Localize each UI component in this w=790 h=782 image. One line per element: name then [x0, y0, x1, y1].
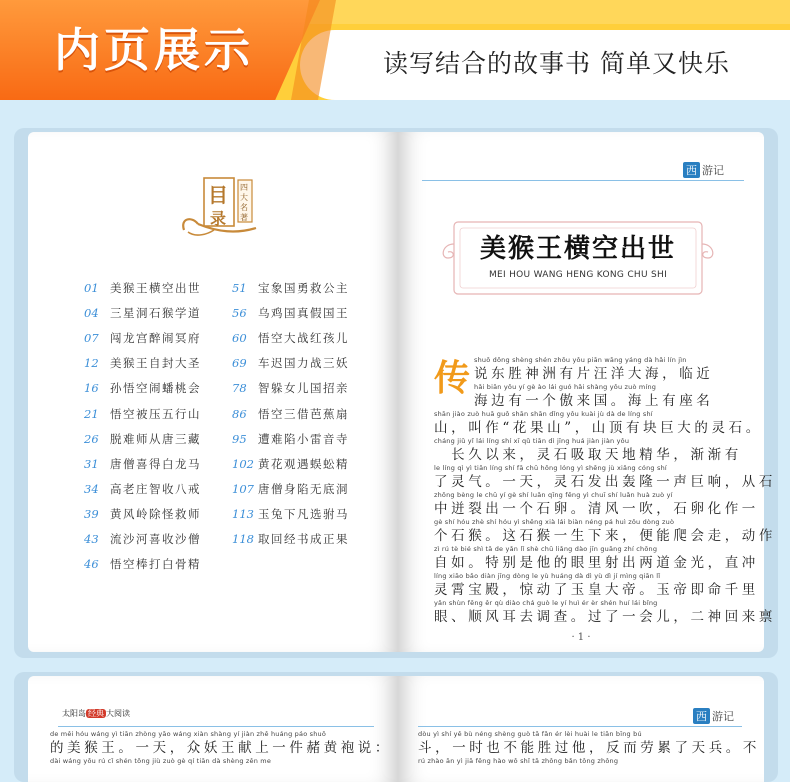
toc-entry-page: 07: [84, 331, 99, 346]
page-header: [683, 162, 724, 178]
second-book: [14, 672, 778, 782]
toc-entry: [84, 355, 201, 371]
toc-entry-page: 118: [232, 532, 254, 546]
toc-entry: [232, 481, 349, 497]
story-line: [434, 410, 763, 437]
second-right-text: [418, 730, 760, 766]
text-line: 山，叫作“花果山”，山顶有块巨大的灵石。: [434, 420, 763, 436]
toc-entry-title: 遭难陷小雷音寺: [258, 431, 349, 446]
text-line: 自如。特别是他的眼里射出两道金光，直冲: [434, 555, 759, 571]
toc-entry: [232, 280, 349, 296]
toc-entry: [84, 406, 201, 422]
toc-entry-page: 43: [84, 532, 99, 546]
toc-entry-page: 60: [232, 331, 247, 346]
pinyin-line: gè shí hóu zhè shí hóu yì shēng xià lái biàn néng pá huì zǒu dòng zuò: [434, 518, 675, 526]
story-line: [434, 437, 754, 464]
story-page: [398, 132, 776, 652]
toc-entry: [232, 330, 349, 346]
second-right-page: [398, 676, 764, 782]
story-line: [434, 572, 759, 599]
toc-entry: [84, 330, 201, 346]
toc-entry-title: 孙悟空闹蟠桃会: [110, 381, 201, 396]
toc-entry: [232, 406, 349, 422]
text-line: 眼、顺风耳去调查。过了一会儿，二神回来禀: [434, 609, 776, 625]
header-tag-box: 西: [683, 162, 700, 178]
pinyin-line: dòu yì shí yě bù néng shèng guò tā fǎn ér lèi huài le tiān bīng bú: [418, 730, 642, 738]
toc-entry: [232, 506, 349, 522]
toc-entry-title: 智躲女儿国招亲: [258, 381, 349, 396]
toc-entry-title: 高老庄智收八戒: [110, 481, 201, 496]
toc-entry: [232, 305, 349, 321]
toc-entry-title: 悟空三借芭蕉扇: [258, 406, 349, 421]
toc-entry-page: 46: [84, 557, 99, 572]
text-line: 海边有一个傲来国。海上有座名: [474, 393, 714, 409]
toc-entry-page: 86: [232, 406, 247, 421]
toc-entry-title: 美猴王自封大圣: [110, 356, 201, 371]
pinyin-line: líng xiāo bǎo diàn jīng dòng le yù huáng dà dì yù dì jí mìng qiān lǐ: [434, 572, 661, 580]
header-divider: [422, 180, 744, 181]
toc-entry-page: 04: [84, 306, 99, 321]
open-book: [14, 128, 778, 658]
second-left-divider: [58, 726, 374, 727]
chapter-title-frame: [438, 214, 718, 302]
toc-entry-page: 102: [232, 456, 254, 471]
toc-entry-page: 113: [232, 506, 254, 521]
toc-entry-title: 悟空大战红孩儿: [258, 331, 349, 346]
story-line: [434, 464, 776, 491]
toc-logo-main: 目: [208, 183, 228, 207]
text-line: 长久以来，灵石吸取天地精华，渐渐有: [434, 447, 742, 463]
story-line: [434, 599, 776, 626]
toc-logo-icon: [178, 172, 262, 242]
toc-logo-side-4: 著: [240, 213, 248, 222]
story-line: [434, 518, 776, 545]
toc-entry-page: 78: [232, 381, 247, 396]
toc-entry-title: 唐僧喜得白龙马: [110, 456, 201, 471]
top-banner: [0, 0, 790, 108]
pinyin-line: le líng qì yì tiān líng shí fā chū hōng lóng yì shēng jù xiǎng cóng shí: [434, 464, 667, 472]
toc-entry: [84, 506, 201, 522]
pinyin-line: cháng jiǔ yǐ lái líng shí xī qǔ tiān dì jīng huá jiàn jiàn yǒu: [434, 437, 630, 445]
pinyin-line: zhōng bèng le chū yí gè shí luǎn qīng fēng yì chuī shí luǎn huà zuò yí: [434, 491, 673, 499]
second-header-label: 游记: [712, 710, 734, 723]
toc-entry: [84, 531, 201, 547]
toc-entry-page: 31: [84, 456, 99, 471]
page-number: · 1 ·: [571, 632, 591, 643]
series-label: [62, 708, 130, 719]
toc-entry: [232, 531, 349, 547]
toc-entry-page: 69: [232, 356, 247, 371]
header-label: 游记: [702, 164, 724, 177]
text-line: 个石猴。这石猴一生下来，便能爬会走，动作: [434, 528, 776, 544]
story-line: [434, 491, 759, 518]
toc-entry-title: 悟空被压五行山: [110, 406, 201, 421]
toc-entry: [232, 355, 349, 371]
toc-logo-side-3: 名: [240, 203, 248, 212]
toc-entry-title: 流沙河喜收沙僧: [110, 532, 201, 546]
toc-entry-page: 26: [84, 431, 99, 446]
toc-logo-side-2: 大: [240, 193, 248, 202]
story-line: [434, 545, 759, 572]
toc-entry: [232, 380, 349, 396]
toc-entry-title: 脱难师从唐三藏: [110, 431, 201, 446]
toc-entry-page: 01: [84, 281, 99, 295]
toc-entry: [84, 305, 201, 321]
story-line: [434, 356, 754, 383]
toc-entry-title: 黄风岭除怪救师: [110, 506, 201, 521]
toc-entry-title: 闯龙宫醉闹冥府: [110, 331, 201, 346]
second-left-page: [28, 676, 398, 782]
second-left-text: [50, 730, 392, 766]
pinyin-line: shuō dōng shèng shén zhōu yǒu piān wāng yáng dà hǎi lín jìn: [474, 356, 687, 364]
second-right-divider: [418, 726, 742, 727]
drop-cap: 传: [434, 357, 471, 399]
banner-subtitle: 读写结合的故事书 简单又快乐: [383, 49, 730, 78]
toc-entry-page: 39: [84, 506, 99, 521]
series-label-right: 大阅读: [106, 709, 130, 718]
text-line: 中迸裂出一个石卵。清风一吹，石卵化作一: [434, 501, 759, 517]
pinyin-line: yǎn shùn fēng ěr qù diào chá guò le yí huì ér èr shén huí lái bǐng: [434, 599, 658, 607]
series-label-left: 太阳岛: [62, 709, 86, 718]
toc-entry-title: 玉兔下凡选驸马: [258, 506, 349, 521]
toc-entry-page: 107: [232, 481, 254, 496]
toc-entry: [84, 481, 201, 497]
story-line: [434, 383, 754, 410]
toc-entry: [84, 380, 201, 396]
toc-entry-page: 12: [84, 356, 99, 371]
toc-entry: [84, 556, 201, 572]
toc-entry-page: 56: [232, 306, 247, 321]
toc-logo-main-2: 录: [210, 209, 227, 228]
text-line: 斗，一时也不能胜过他，反而劳累了天兵。不: [418, 740, 760, 756]
toc-entry: [84, 456, 201, 472]
toc-entry: [84, 280, 201, 296]
toc-entry-title: 三星洞石猴学道: [110, 306, 201, 321]
text-line: 的美猴王。一天，众妖王献上一件赭黄袍说：: [50, 740, 392, 756]
pinyin-line: dài wáng yōu rú cǐ shén tōng jiù zuò gè qí tiān dà shèng zěn me: [50, 757, 272, 765]
toc-entry-title: 黄花观遇蜈蚣精: [258, 456, 349, 471]
pinyin-line: rú zhào ān yì jiā fēng hào wǒ shǐ tā zhǒng bǎn tǒng zhǒng: [418, 757, 619, 765]
toc-entry-title: 悟空棒打白骨精: [110, 557, 201, 572]
text-line: 了灵气。一天，灵石发出轰隆一声巨响，从石: [434, 474, 776, 490]
toc-entry-page: 21: [84, 406, 99, 421]
toc-entry-title: 宝象国勇救公主: [258, 281, 349, 295]
toc-entry: [232, 456, 349, 472]
toc-entry-title: 乌鸡国真假国王: [258, 306, 349, 321]
pinyin-line: hǎi biān yǒu yí gè ào lái guó hǎi shàng yǒu zuò míng: [474, 383, 657, 391]
toc-logo-side-1: 四: [240, 183, 248, 192]
banner-title: 内页展示: [54, 23, 254, 77]
pinyin-line: shān jiào zuò huā guǒ shān shān dǐng yǒu kuài jù dà de líng shí: [434, 410, 653, 418]
text-line: 灵霄宝殿，惊动了玉皇大帝。玉帝即命千里: [434, 582, 759, 598]
toc-entry-page: 16: [84, 381, 99, 396]
toc-entry: [84, 431, 201, 447]
second-header-tag-box: 西: [693, 708, 710, 724]
toc-entry-title: 唐僧身陷无底洞: [258, 481, 349, 496]
pinyin-line: zì rú tè bié shì tā de yǎn lǐ shè chū liǎng dào jīn guāng zhí chōng: [434, 545, 658, 553]
chapter-title-pinyin: MEI HOU WANG HENG KONG CHU SHI: [488, 270, 668, 280]
chapter-title: 美猴王横空出世: [479, 234, 676, 264]
pinyin-line: de měi hóu wáng yì tiān zhòng yāo wáng xiàn shàng yí jiàn zhě huáng páo shuō: [50, 730, 327, 738]
toc-entry-title: 取回经书成正果: [258, 532, 349, 546]
series-label-mid: 经典: [88, 709, 104, 718]
toc-entry-title: 车迟国力战三妖: [258, 356, 349, 371]
second-page-header: [693, 708, 734, 724]
text-line: 说东胜神洲有片汪洋大海，临近: [474, 366, 714, 382]
toc-page: [28, 132, 398, 652]
toc-entry-page: 34: [84, 481, 99, 496]
toc-entry-page: 51: [232, 281, 247, 295]
toc-entry: [232, 431, 349, 447]
toc-entry-title: 美猴王横空出世: [110, 281, 201, 295]
toc-entry-page: 95: [232, 431, 247, 446]
